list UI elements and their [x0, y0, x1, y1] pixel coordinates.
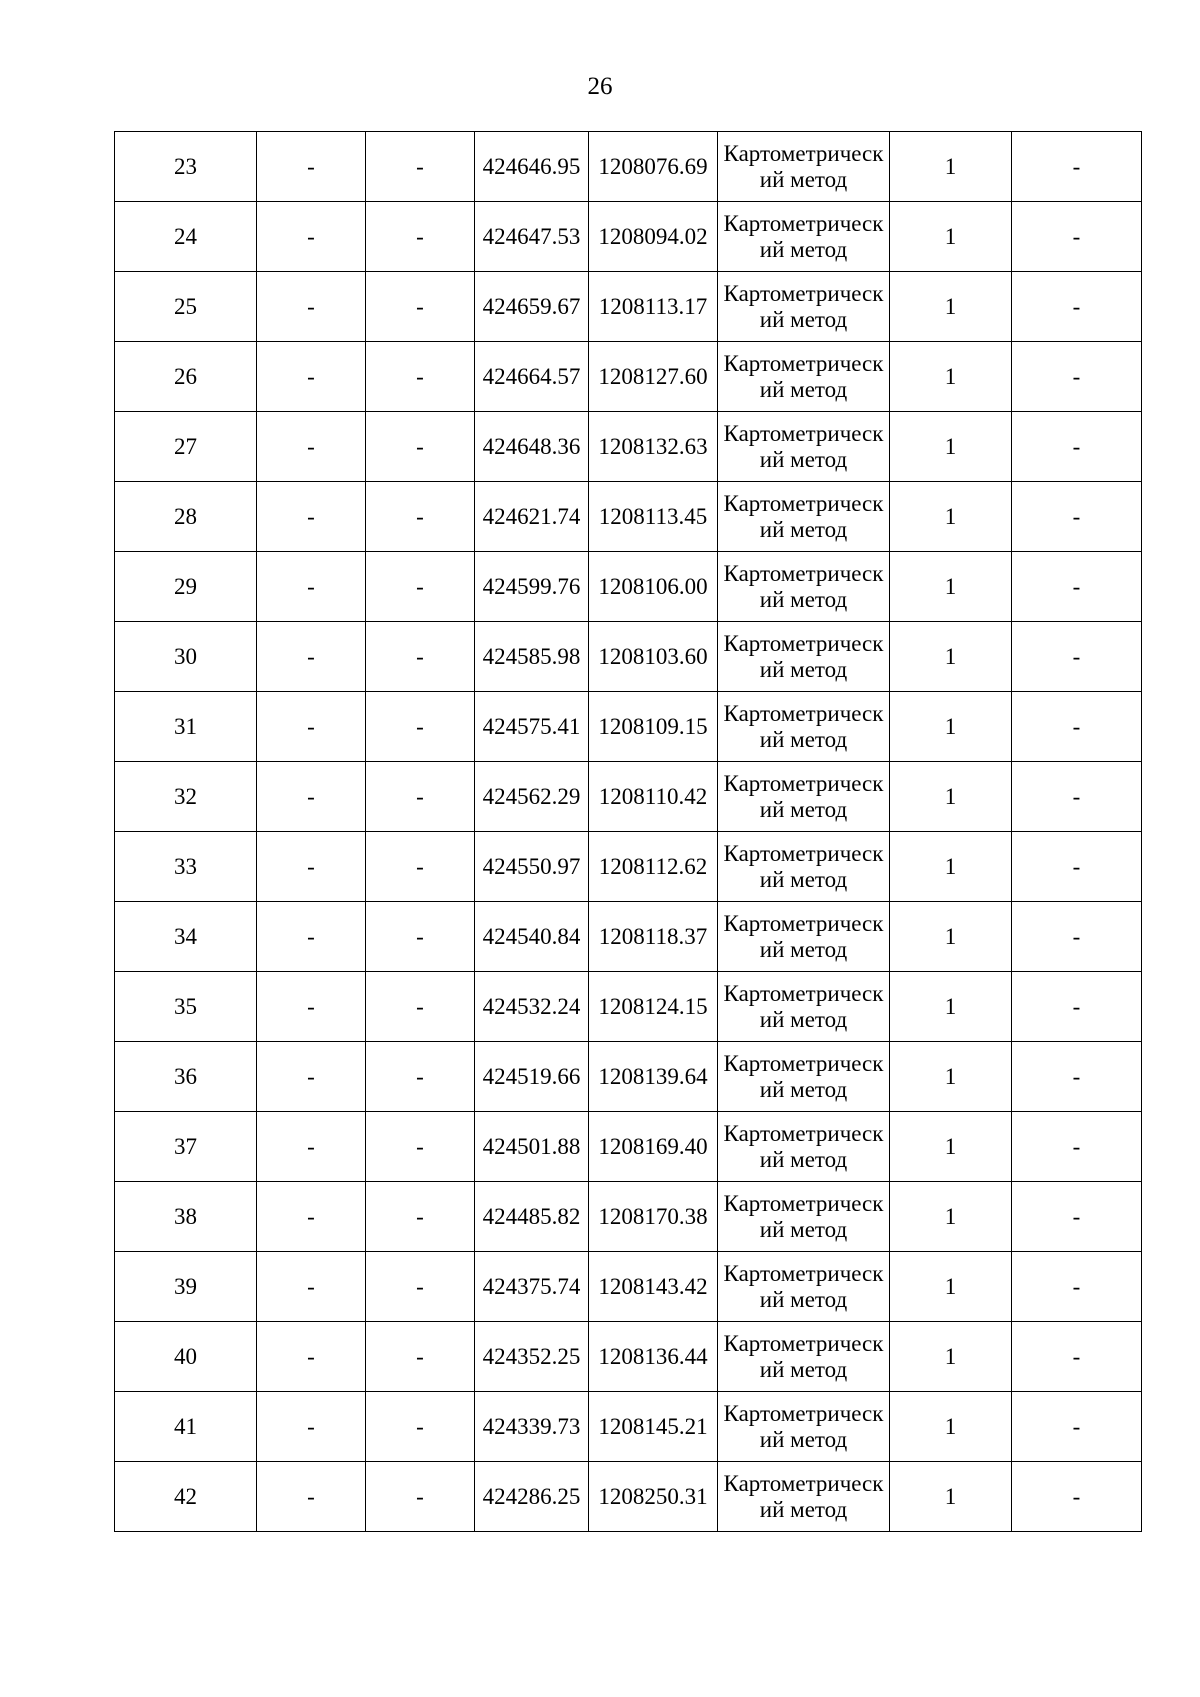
x-coordinate-cell: 424339.73 [475, 1392, 589, 1462]
method-text-line: ий метод [759, 1146, 848, 1172]
method-cell [718, 1462, 890, 1532]
method-cell [718, 1042, 890, 1112]
point-number-cell: 23 [115, 132, 257, 202]
method-cell [718, 902, 890, 972]
empty-cell: - [257, 692, 366, 762]
description-cell: - [1012, 412, 1142, 482]
empty-cell: - [257, 762, 366, 832]
empty-cell: - [366, 692, 475, 762]
method-text-line: ий метод [759, 1426, 848, 1452]
method-cell [718, 342, 890, 412]
y-coordinate-cell: 1208124.15 [589, 972, 718, 1042]
description-cell: - [1012, 202, 1142, 272]
method-text-line: Картометрическ [723, 560, 884, 586]
method-cell [718, 132, 890, 202]
method-text-line: Картометрическ [723, 140, 884, 166]
x-coordinate-cell: 424352.25 [475, 1322, 589, 1392]
y-coordinate-cell: 1208143.42 [589, 1252, 718, 1322]
method-cell [718, 972, 890, 1042]
method-text-line: Картометрическ [723, 1260, 884, 1286]
table-row [115, 202, 1142, 272]
table-row [115, 272, 1142, 342]
y-coordinate-cell: 1208076.69 [589, 132, 718, 202]
y-coordinate-cell: 1208170.38 [589, 1182, 718, 1252]
x-coordinate-cell: 424485.82 [475, 1182, 589, 1252]
method-text-line: Картометрическ [723, 490, 884, 516]
empty-cell: - [257, 902, 366, 972]
method-text-line: ий метод [759, 1006, 848, 1032]
empty-cell: - [366, 412, 475, 482]
point-number-cell: 27 [115, 412, 257, 482]
method-text-line: ий метод [759, 796, 848, 822]
x-coordinate-cell: 424375.74 [475, 1252, 589, 1322]
method-cell [718, 1392, 890, 1462]
description-cell: - [1012, 1322, 1142, 1392]
table-row [115, 1462, 1142, 1532]
accuracy-cell: 1 [890, 692, 1012, 762]
table-row [115, 622, 1142, 692]
table-row [115, 1252, 1142, 1322]
table-row [115, 1392, 1142, 1462]
description-cell: - [1012, 832, 1142, 902]
x-coordinate-cell: 424621.74 [475, 482, 589, 552]
method-text-line: ий метод [759, 1496, 848, 1522]
method-text-line: Картометрическ [723, 700, 884, 726]
accuracy-cell: 1 [890, 272, 1012, 342]
empty-cell: - [257, 1462, 366, 1532]
method-text-line: Картометрическ [723, 420, 884, 446]
empty-cell: - [366, 1252, 475, 1322]
empty-cell: - [257, 832, 366, 902]
method-cell [718, 482, 890, 552]
method-text-line: ий метод [759, 726, 848, 752]
description-cell: - [1012, 1182, 1142, 1252]
table-row [115, 482, 1142, 552]
method-text-line: Картометрическ [723, 910, 884, 936]
method-cell [718, 692, 890, 762]
y-coordinate-cell: 1208113.17 [589, 272, 718, 342]
empty-cell: - [366, 1322, 475, 1392]
table-row [115, 1112, 1142, 1182]
accuracy-cell: 1 [890, 342, 1012, 412]
accuracy-cell: 1 [890, 132, 1012, 202]
accuracy-cell: 1 [890, 1322, 1012, 1392]
accuracy-cell: 1 [890, 412, 1012, 482]
description-cell: - [1012, 1392, 1142, 1462]
empty-cell: - [366, 1182, 475, 1252]
table-row [115, 832, 1142, 902]
x-coordinate-cell: 424575.41 [475, 692, 589, 762]
method-text-line: Картометрическ [723, 1050, 884, 1076]
empty-cell: - [257, 1392, 366, 1462]
x-coordinate-cell: 424664.57 [475, 342, 589, 412]
table-row [115, 1042, 1142, 1112]
point-number-cell: 41 [115, 1392, 257, 1462]
method-cell [718, 412, 890, 482]
empty-cell: - [257, 412, 366, 482]
accuracy-cell: 1 [890, 1042, 1012, 1112]
accuracy-cell: 1 [890, 972, 1012, 1042]
empty-cell: - [257, 552, 366, 622]
empty-cell: - [366, 342, 475, 412]
accuracy-cell: 1 [890, 1252, 1012, 1322]
description-cell: - [1012, 762, 1142, 832]
method-cell [718, 272, 890, 342]
method-text-line: ий метод [759, 1216, 848, 1242]
accuracy-cell: 1 [890, 202, 1012, 272]
description-cell: - [1012, 482, 1142, 552]
accuracy-cell: 1 [890, 622, 1012, 692]
empty-cell: - [366, 762, 475, 832]
x-coordinate-cell: 424648.36 [475, 412, 589, 482]
description-cell: - [1012, 972, 1142, 1042]
description-cell: - [1012, 1462, 1142, 1532]
method-text-line: Картометрическ [723, 1190, 884, 1216]
method-text-line: ий метод [759, 1076, 848, 1102]
y-coordinate-cell: 1208250.31 [589, 1462, 718, 1532]
accuracy-cell: 1 [890, 1182, 1012, 1252]
empty-cell: - [257, 1182, 366, 1252]
y-coordinate-cell: 1208127.60 [589, 342, 718, 412]
point-number-cell: 34 [115, 902, 257, 972]
description-cell: - [1012, 1042, 1142, 1112]
empty-cell: - [366, 1392, 475, 1462]
empty-cell: - [366, 272, 475, 342]
x-coordinate-cell: 424659.67 [475, 272, 589, 342]
method-cell [718, 1112, 890, 1182]
method-text-line: ий метод [759, 1356, 848, 1382]
y-coordinate-cell: 1208110.42 [589, 762, 718, 832]
x-coordinate-cell: 424585.98 [475, 622, 589, 692]
empty-cell: - [366, 482, 475, 552]
description-cell: - [1012, 272, 1142, 342]
method-cell [718, 552, 890, 622]
empty-cell: - [366, 552, 475, 622]
y-coordinate-cell: 1208136.44 [589, 1322, 718, 1392]
x-coordinate-cell: 424562.29 [475, 762, 589, 832]
table-row [115, 1322, 1142, 1392]
method-text-line: Картометрическ [723, 1330, 884, 1356]
point-number-cell: 33 [115, 832, 257, 902]
table-row [115, 692, 1142, 762]
accuracy-cell: 1 [890, 902, 1012, 972]
description-cell: - [1012, 1112, 1142, 1182]
accuracy-cell: 1 [890, 1462, 1012, 1532]
point-number-cell: 29 [115, 552, 257, 622]
table-body [115, 132, 1142, 1532]
y-coordinate-cell: 1208139.64 [589, 1042, 718, 1112]
empty-cell: - [366, 132, 475, 202]
y-coordinate-cell: 1208132.63 [589, 412, 718, 482]
method-text-line: ий метод [759, 586, 848, 612]
empty-cell: - [257, 972, 366, 1042]
empty-cell: - [366, 972, 475, 1042]
empty-cell: - [366, 832, 475, 902]
accuracy-cell: 1 [890, 762, 1012, 832]
x-coordinate-cell: 424647.53 [475, 202, 589, 272]
accuracy-cell: 1 [890, 1112, 1012, 1182]
point-number-cell: 30 [115, 622, 257, 692]
point-number-cell: 38 [115, 1182, 257, 1252]
method-text-line: ий метод [759, 446, 848, 472]
table-row [115, 342, 1142, 412]
x-coordinate-cell: 424599.76 [475, 552, 589, 622]
point-number-cell: 25 [115, 272, 257, 342]
method-cell [718, 762, 890, 832]
method-text-line: ий метод [759, 166, 848, 192]
point-number-cell: 24 [115, 202, 257, 272]
y-coordinate-cell: 1208103.60 [589, 622, 718, 692]
empty-cell: - [257, 1042, 366, 1112]
y-coordinate-cell: 1208169.40 [589, 1112, 718, 1182]
method-cell [718, 1322, 890, 1392]
coordinates-table [114, 131, 1142, 1532]
description-cell: - [1012, 1252, 1142, 1322]
point-number-cell: 31 [115, 692, 257, 762]
point-number-cell: 37 [115, 1112, 257, 1182]
x-coordinate-cell: 424646.95 [475, 132, 589, 202]
accuracy-cell: 1 [890, 1392, 1012, 1462]
method-text-line: Картометрическ [723, 630, 884, 656]
table-row [115, 902, 1142, 972]
point-number-cell: 40 [115, 1322, 257, 1392]
method-text-line: ий метод [759, 376, 848, 402]
method-text-line: ий метод [759, 1286, 848, 1312]
y-coordinate-cell: 1208113.45 [589, 482, 718, 552]
method-text-line: Картометрическ [723, 350, 884, 376]
method-cell [718, 1182, 890, 1252]
y-coordinate-cell: 1208109.15 [589, 692, 718, 762]
description-cell: - [1012, 692, 1142, 762]
empty-cell: - [257, 1252, 366, 1322]
empty-cell: - [257, 342, 366, 412]
x-coordinate-cell: 424501.88 [475, 1112, 589, 1182]
empty-cell: - [366, 902, 475, 972]
empty-cell: - [257, 272, 366, 342]
table-row [115, 972, 1142, 1042]
empty-cell: - [366, 1462, 475, 1532]
point-number-cell: 39 [115, 1252, 257, 1322]
description-cell: - [1012, 902, 1142, 972]
description-cell: - [1012, 342, 1142, 412]
method-text-line: Картометрическ [723, 1470, 884, 1496]
method-text-line: Картометрическ [723, 1400, 884, 1426]
table-row [115, 1182, 1142, 1252]
method-text-line: ий метод [759, 866, 848, 892]
page-number: 26 [587, 73, 613, 100]
description-cell: - [1012, 552, 1142, 622]
method-text-line: ий метод [759, 936, 848, 962]
method-text-line: ий метод [759, 306, 848, 332]
empty-cell: - [257, 482, 366, 552]
method-cell [718, 1252, 890, 1322]
empty-cell: - [366, 202, 475, 272]
method-text-line: ий метод [759, 656, 848, 682]
point-number-cell: 26 [115, 342, 257, 412]
description-cell: - [1012, 132, 1142, 202]
x-coordinate-cell: 424286.25 [475, 1462, 589, 1532]
y-coordinate-cell: 1208094.02 [589, 202, 718, 272]
description-cell: - [1012, 622, 1142, 692]
table-row [115, 132, 1142, 202]
method-text-line: Картометрическ [723, 770, 884, 796]
method-cell [718, 622, 890, 692]
accuracy-cell: 1 [890, 832, 1012, 902]
x-coordinate-cell: 424540.84 [475, 902, 589, 972]
method-cell [718, 832, 890, 902]
empty-cell: - [366, 1042, 475, 1112]
method-text-line: Картометрическ [723, 280, 884, 306]
x-coordinate-cell: 424550.97 [475, 832, 589, 902]
accuracy-cell: 1 [890, 482, 1012, 552]
method-cell [718, 202, 890, 272]
x-coordinate-cell: 424519.66 [475, 1042, 589, 1112]
accuracy-cell: 1 [890, 552, 1012, 622]
empty-cell: - [366, 1112, 475, 1182]
point-number-cell: 32 [115, 762, 257, 832]
empty-cell: - [257, 1322, 366, 1392]
point-number-cell: 35 [115, 972, 257, 1042]
table-row [115, 412, 1142, 482]
method-text-line: ий метод [759, 516, 848, 542]
y-coordinate-cell: 1208145.21 [589, 1392, 718, 1462]
y-coordinate-cell: 1208106.00 [589, 552, 718, 622]
table-row [115, 762, 1142, 832]
point-number-cell: 42 [115, 1462, 257, 1532]
empty-cell: - [257, 622, 366, 692]
method-text-line: Картометрическ [723, 840, 884, 866]
method-text-line: ий метод [759, 236, 848, 262]
method-text-line: Картометрическ [723, 980, 884, 1006]
point-number-cell: 36 [115, 1042, 257, 1112]
empty-cell: - [257, 132, 366, 202]
x-coordinate-cell: 424532.24 [475, 972, 589, 1042]
method-text-line: Картометрическ [723, 210, 884, 236]
point-number-cell: 28 [115, 482, 257, 552]
empty-cell: - [366, 622, 475, 692]
empty-cell: - [257, 202, 366, 272]
method-text-line: Картометрическ [723, 1120, 884, 1146]
empty-cell: - [257, 1112, 366, 1182]
y-coordinate-cell: 1208112.62 [589, 832, 718, 902]
y-coordinate-cell: 1208118.37 [589, 902, 718, 972]
table-row [115, 552, 1142, 622]
